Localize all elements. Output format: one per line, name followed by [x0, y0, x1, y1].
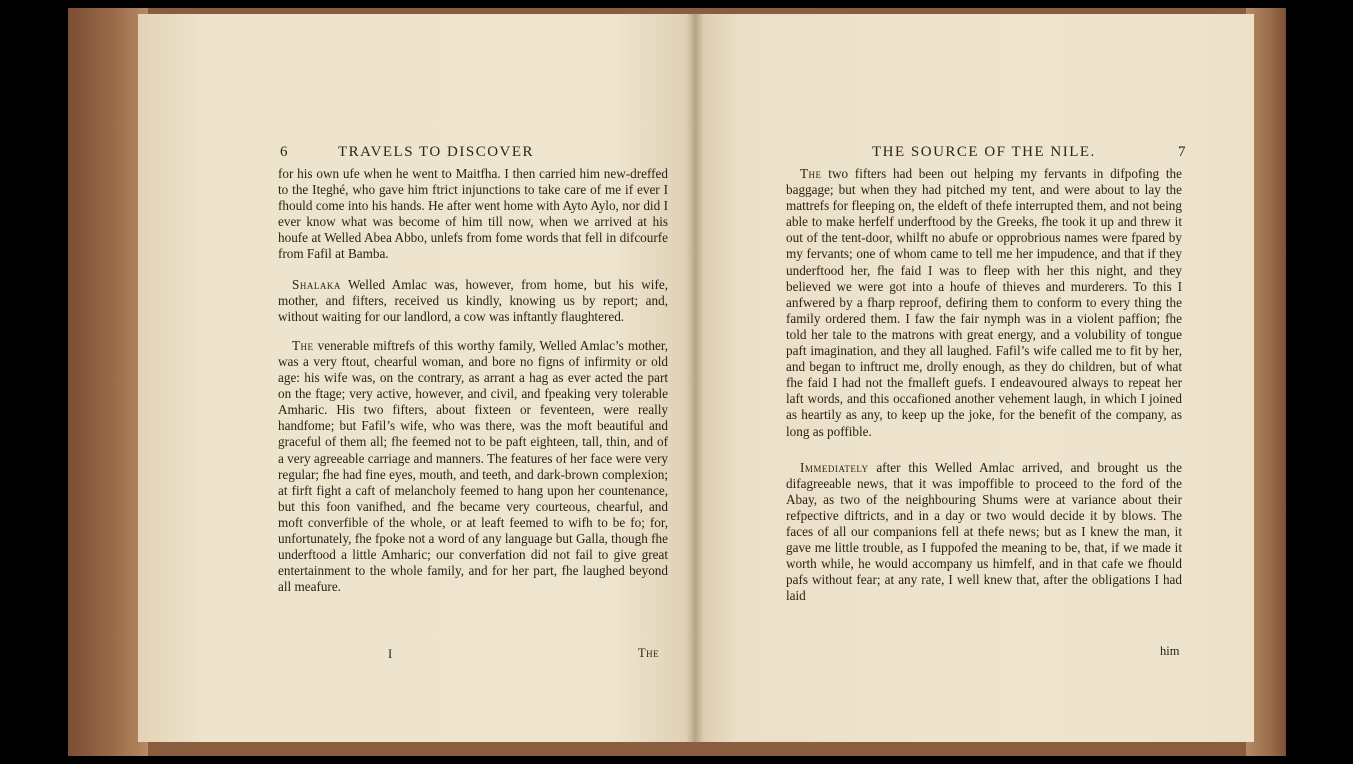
right-page-text — [786, 166, 1182, 617]
right-paragraph-2: Immediately after this Welled Amlac arrived, and brought us the difagreeable news, that it was impoffible to proceed to the ford of the Abay, as two of the neighbouring Shums were at variance about their refpective diftricts, and in a day or two would decide it by blows. The faces of all our companions fell at thefe news; but as I knew the man, it gave me little trouble, as I fuppofed the meaning to be, that, if we made it worth while, he would accompany us himfelf, and in that cafe we fhould pafs without fear; at any rate, I well knew that, after the obligations I had laid — [786, 459, 1182, 604]
left-page-number: 6 — [280, 144, 288, 160]
left-paragraph-3: The venerable miftrefs of this worthy family, Welled Amlac’s mother, was a very ftout, chearful woman, and bore no figns of infirmity or old age: his wife was, on the contrary, as arrant a hag as ever acted the part on the ftage; very active, however, and civil, and fpeaking very tolerable Amharic. His two fifters, about fixteen or feventeen, were really handfome; but Fafil’s wife, who was there, was the moft beautiful and graceful of them all; fhe feemed not to be paft eighteen, tall, thin, and of a very agreeable carriage and manners. The features of her face were very regular; fhe had fine eyes, mouth, and teeth, and dark-brown complexion; at firft fight a caft of melancholy feemed to hang upon her countenance, but this foon vanifhed, and fhe became very courteous, chearful, and moft converfible of the whole, or at leaft feemed to wifh to be fo; for, unfortunately, fhe fpoke not a word of any language but Galla, though fhe underftood a little Amharic; our converfation did not fail to give great entertainment to the whole family, and for her part, fhe laughed beyond all meafure. — [278, 337, 668, 595]
right-running-head: THE SOURCE OF THE NILE. — [872, 144, 1096, 160]
right-paragraph-1: The two fifters had been out helping my fervants in difpofing the baggage; but when they had pitched my tent, and were about to lay the mattrefs for fleeping on, the eldeft of thefe interrupted them, and not being able to make herfelf underftood by the Greeks, fhe took it up and threw it out of the tent-door, whilft no abufe or opprobrious names were fpared by my fervants; one of whom came to tell me her impudence, and that if they underftood her, fhe faid I was to fleep with her this night, and they believed we were got into a houfe of thieves and murderers. To this I anfwered by a fharp reproof, defiring them to conform to every thing the family ordered them. I faw the fair nymph was in a violent paffion; fhe told her tale to the matrons with great energy, and a volubility of tongue paft imagination, and they all laughed. Fafil’s wife called me to fit by her, and began to inftruct me, drolly enough, as they do children, but of what fhe faid I had not the fmalleft guefs. I endeavoured always to repeat her laft words, and this occafioned another vehement laugh, in which I joined as heartily as any, to keep up the joke, for the benefit of the company, as long as poffible. — [786, 166, 1182, 439]
book-cover-left-edge — [68, 8, 148, 756]
left-running-head: TRAVELS TO DISCOVER — [338, 144, 535, 160]
right-page — [694, 14, 1254, 742]
left-page-text — [278, 166, 668, 608]
right-catchword: him — [1160, 644, 1180, 658]
left-paragraph-1: for his own ufe when he went to Maitfha. I then carried him new-dreffed to the Iteghé, who gave him ftrict injunctions to take care of me if ever I fhould come into his hands. He after went home with Ayto Aylo, nor did I ever know what was become of him till now, when we arrived at his houfe at Welled Abea Abbo, unlefs from fome words that fell in difcourfe from Fafil at Bamba. — [278, 166, 668, 262]
left-catchword: The — [638, 646, 660, 660]
left-signature-mark: I — [388, 647, 393, 661]
open-book — [68, 8, 1286, 756]
book-gutter — [686, 14, 704, 742]
right-page-number: 7 — [1178, 144, 1186, 160]
left-page — [138, 14, 694, 742]
left-paragraph-2: Shalaka Welled Amlac was, however, from home, but his wife, mother, and fifters, received us kindly, knowing us by report; and, without waiting for our landlord, a cow was inftantly flaughtered. — [278, 276, 668, 324]
